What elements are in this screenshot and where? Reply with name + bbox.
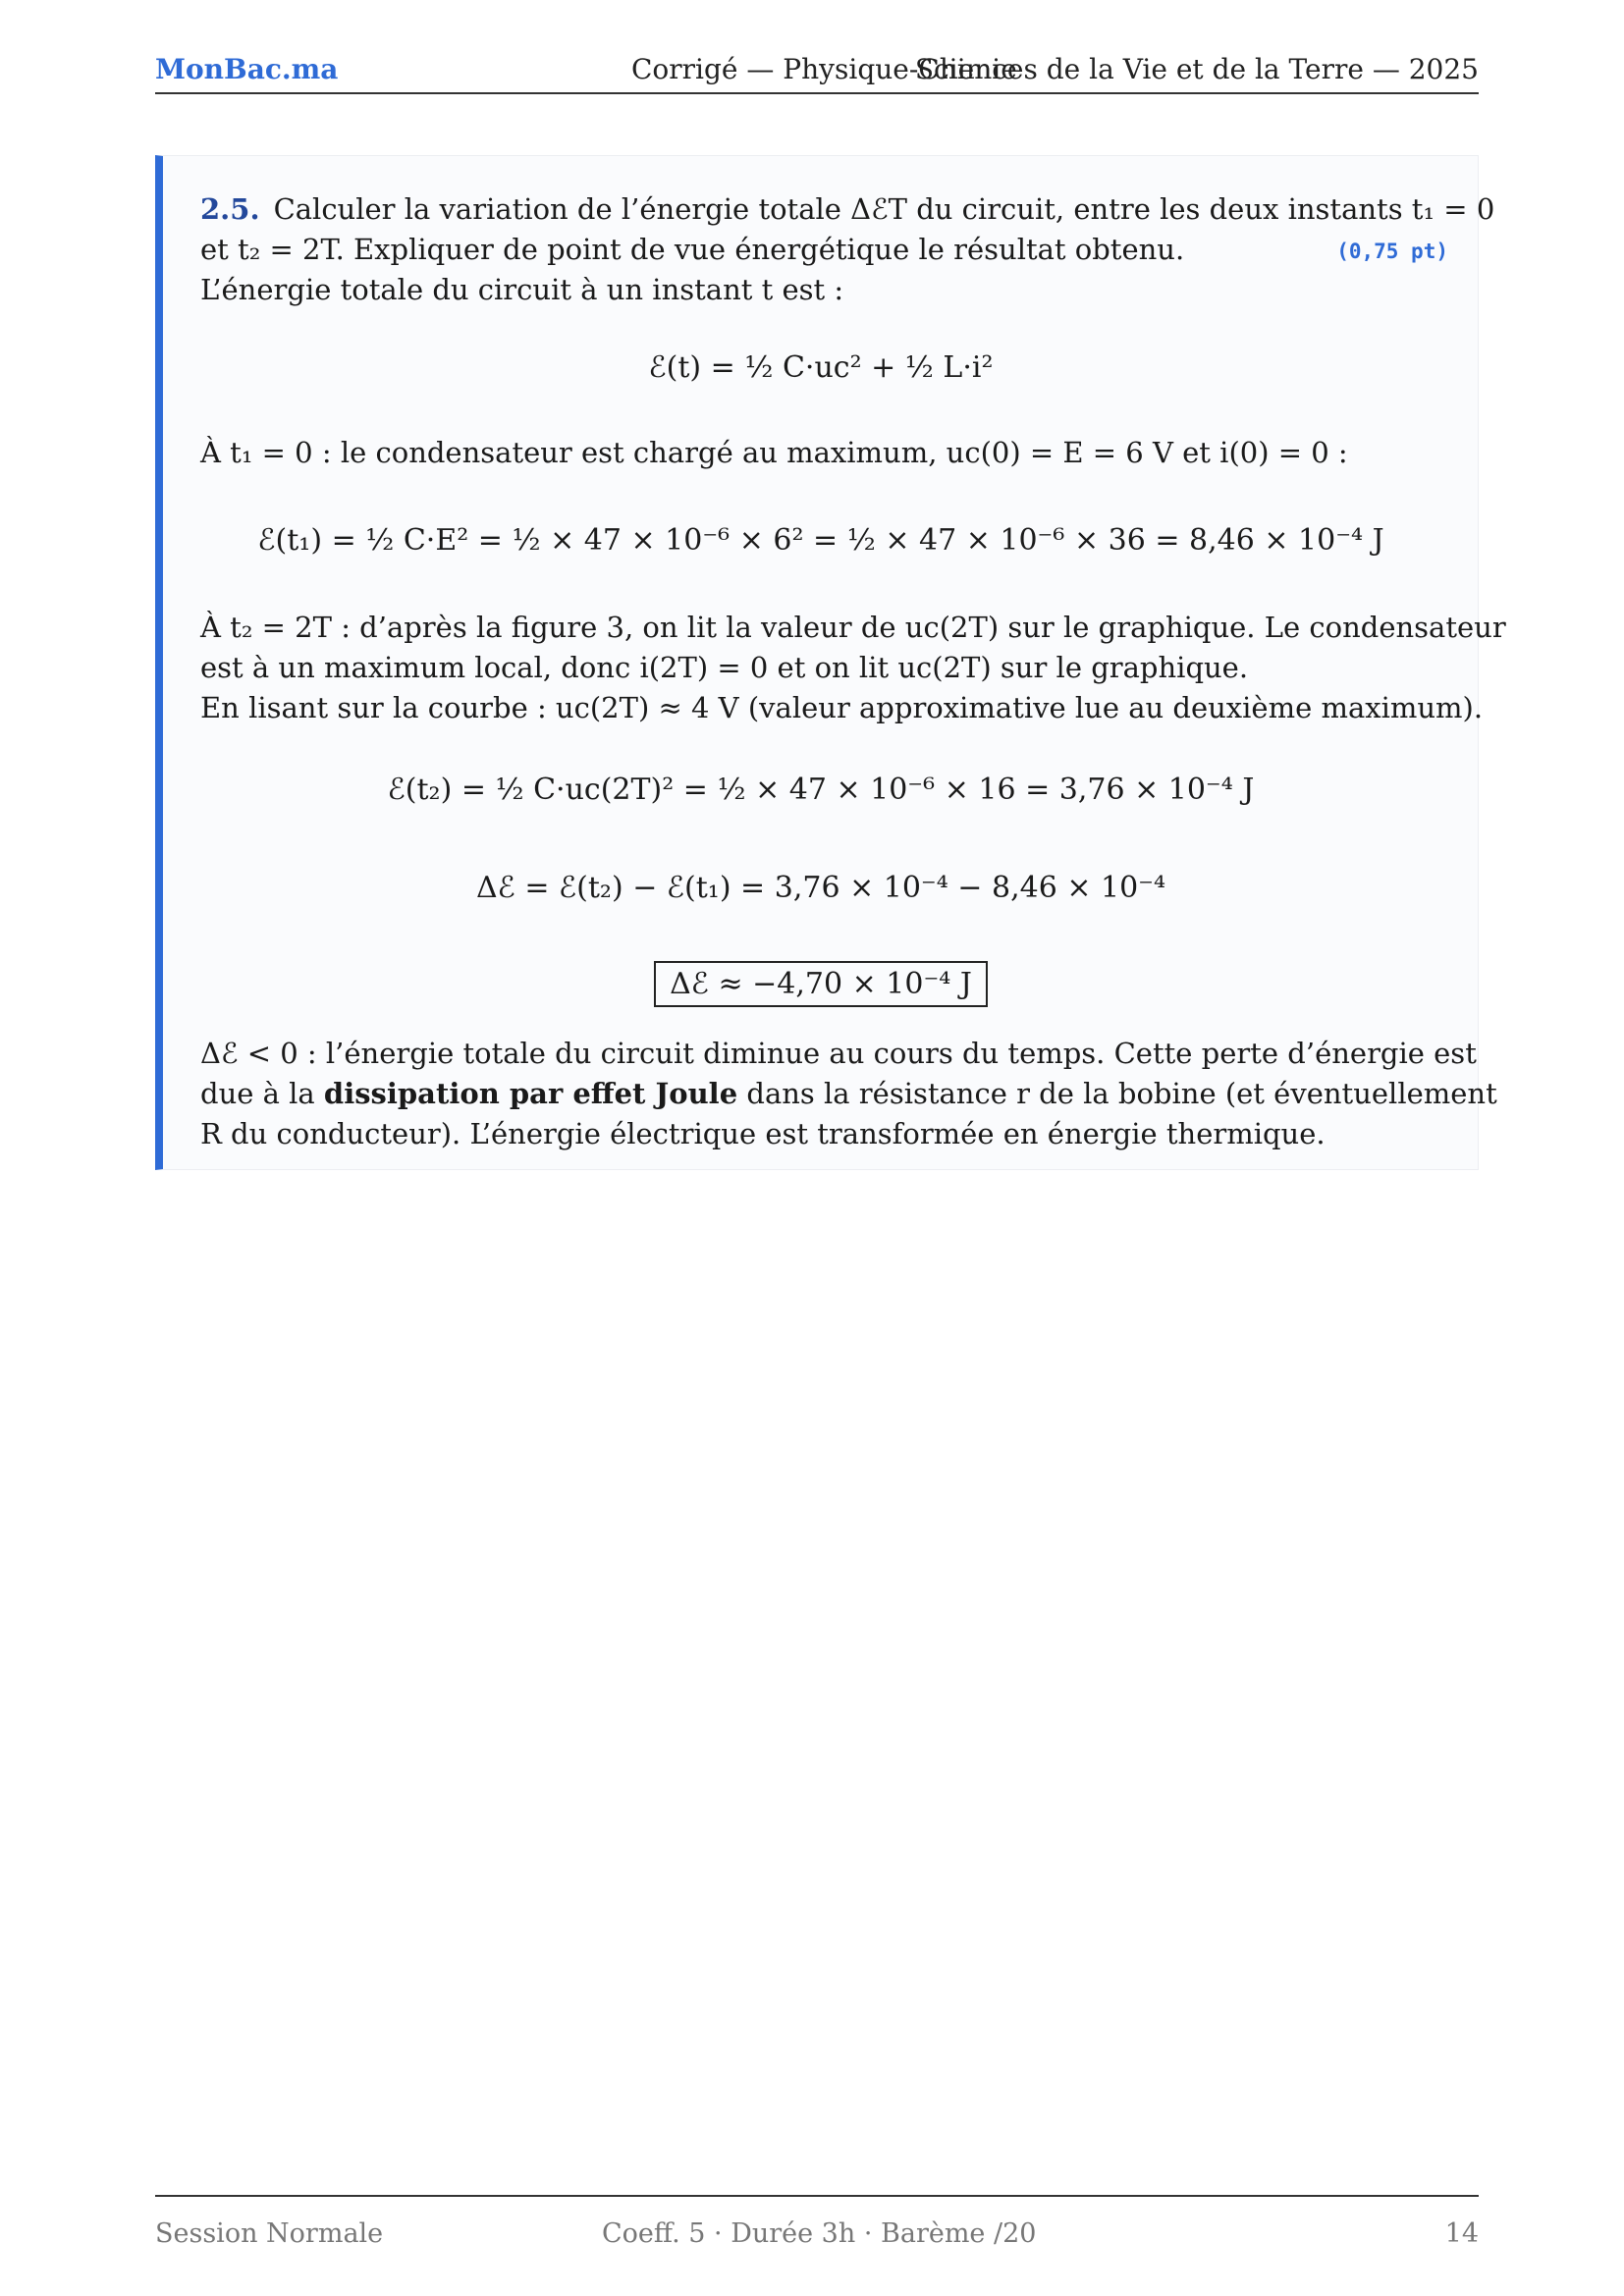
result-row: [163, 961, 1479, 1007]
question-line-2: [200, 230, 1448, 270]
brand-logo[interactable]: MonBac.ma: [155, 53, 339, 85]
equation-energy-t2: ℰ(t₂) = ½ C·uc(2T)² = ½ × 47 × 10⁻⁶ × 16 = 3,76 × 10⁻⁴ J: [387, 773, 1255, 807]
answer-t2-line-3: En lisant sur la courbe : uc(2T) ≈ 4 V (valeur approximative lue au deuxième maximum).: [200, 691, 1484, 724]
answer-t2-line-1: À t₂ = 2T : d’après la figure 3, on lit la valeur de uc(2T) sur le graphique. Le condensateur: [200, 611, 1506, 644]
answer-intro: L’énergie totale du circuit à un instant t est :: [200, 273, 844, 306]
question-text-2: et t₂ = 2T. Expliquer de point de vue énergétique le résultat obtenu.: [200, 233, 1185, 266]
page-number: 14: [1444, 2218, 1479, 2249]
conclusion-pre: due à la: [200, 1077, 324, 1110]
footer-info: Coeff. 5 · Durée 3h · Barème /20: [602, 2218, 1037, 2249]
conclusion-line-2: [200, 1074, 1497, 1114]
footer-session: Session Normale: [155, 2218, 384, 2249]
equation-energy-t1: ℰ(t₁) = ½ C·E² = ½ × 47 × 10⁻⁶ × 6² = ½ × 47 × 10⁻⁶ × 36 = 8,46 × 10⁻⁴ J: [257, 523, 1384, 558]
equation-delta: Δℰ = ℰ(t₂) − ℰ(t₁) = 3,76 × 10⁻⁴ − 8,46 × 10⁻⁴: [475, 871, 1166, 905]
page-header: [155, 49, 1479, 94]
answer-t2-line-2: est à un maximum local, donc i(2T) = 0 et on lit uc(2T) sur le graphique.: [200, 651, 1249, 684]
conclusion-bold: dissipation par effet Joule: [323, 1077, 738, 1110]
boxed-result: Δℰ ≈ −4,70 × 10⁻⁴ J: [654, 961, 988, 1007]
question-line-1: [200, 189, 1495, 230]
answer-t1-text: À t₁ = 0 : le condensateur est chargé au maximum, uc(0) = E = 6 V et i(0) = 0 :: [200, 436, 1348, 469]
header-subject-b: Sciences de la Vie et de la Terre — 2025: [914, 53, 1479, 85]
header-subject-a: Corrigé — Physique-Chimie: [631, 53, 1017, 85]
question-number: 2.5.: [200, 192, 260, 226]
conclusion-line-3: R du conducteur). L’énergie électrique est transformée en énergie thermique.: [200, 1117, 1326, 1150]
equation-total-energy: ℰ(t) = ½ C·uc² + ½ L·i²: [648, 350, 994, 385]
answer-box: [155, 155, 1506, 1170]
conclusion-post: dans la résistance r de la bobine (et éventuellement: [737, 1077, 1497, 1110]
question-text-1: Calculer la variation de l’énergie totale ΔℰT du circuit, entre les deux instants t₁ = 0: [273, 192, 1495, 226]
points-badge: (0,75 pt): [1336, 240, 1448, 263]
page-footer: [155, 2195, 1479, 2249]
conclusion-line-1: Δℰ < 0 : l’énergie totale du circuit diminue au cours du temps. Cette perte d’énergie est: [200, 1037, 1477, 1070]
